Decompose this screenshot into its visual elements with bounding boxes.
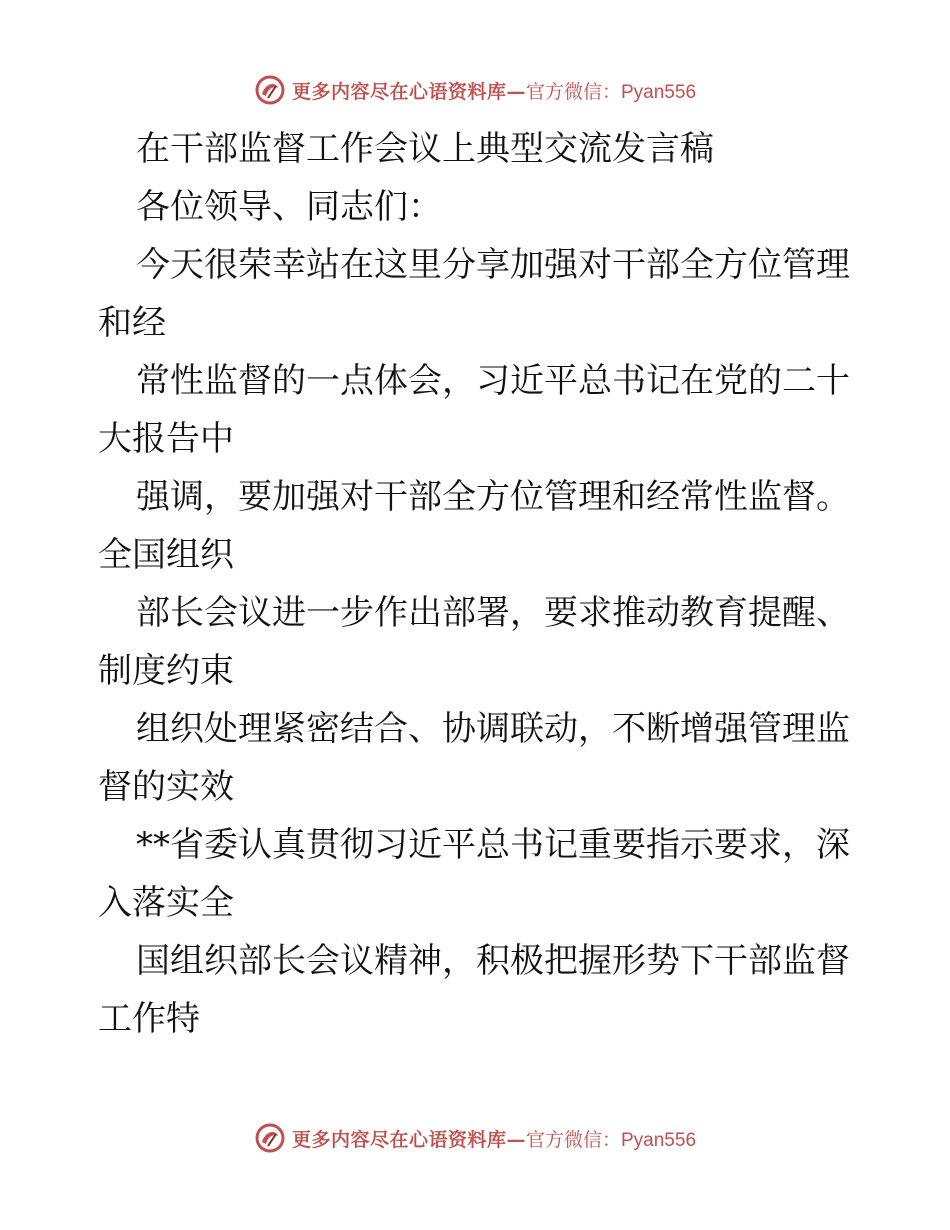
doc-line: 工作特: [98, 999, 200, 1039]
doc-line: 大报告中: [98, 419, 234, 459]
doc-line: 督的实效: [98, 767, 234, 807]
doc-line: 强调，要加强对干部全方位管理和经常性监督。: [136, 477, 850, 517]
footer-promo-text: 更多内容尽在心语资料库—: [291, 1128, 526, 1151]
footer-wechat-text: 官方微信：Pyan556: [526, 1129, 697, 1151]
header-wechat-text: 官方微信：Pyan556: [526, 81, 697, 103]
doc-line: 入落实全: [98, 883, 234, 923]
red-swirl-logo-icon: [254, 1122, 286, 1154]
doc-line: 部长会议进一步作出部署，要求推动教育提醒、: [136, 593, 850, 633]
doc-line: 今天很荣幸站在这里分享加强对干部全方位管理: [136, 245, 850, 285]
red-swirl-logo-icon: [254, 74, 286, 106]
header-promo-text: 更多内容尽在心语资料库—: [291, 80, 526, 103]
footer-watermark: [0, 1118, 950, 1158]
doc-line: 常性监督的一点体会，习近平总书记在党的二十: [136, 361, 850, 401]
header-watermark: [0, 70, 950, 110]
doc-line: 组织处理紧密结合、协调联动，不断增强管理监: [136, 709, 850, 749]
doc-line: **省委认真贯彻习近平总书记重要指示要求，深: [136, 825, 850, 865]
doc-line: 各位领导、同志们：: [136, 187, 442, 227]
doc-line: 全国组织: [98, 535, 234, 575]
doc-line: 在干部监督工作会议上典型交流发言稿: [136, 129, 714, 169]
doc-line: 制度约束: [98, 651, 234, 691]
doc-line: 和经: [98, 303, 166, 343]
document-body: [98, 120, 858, 1048]
doc-line: 国组织部长会议精神，积极把握形势下干部监督: [136, 941, 850, 981]
